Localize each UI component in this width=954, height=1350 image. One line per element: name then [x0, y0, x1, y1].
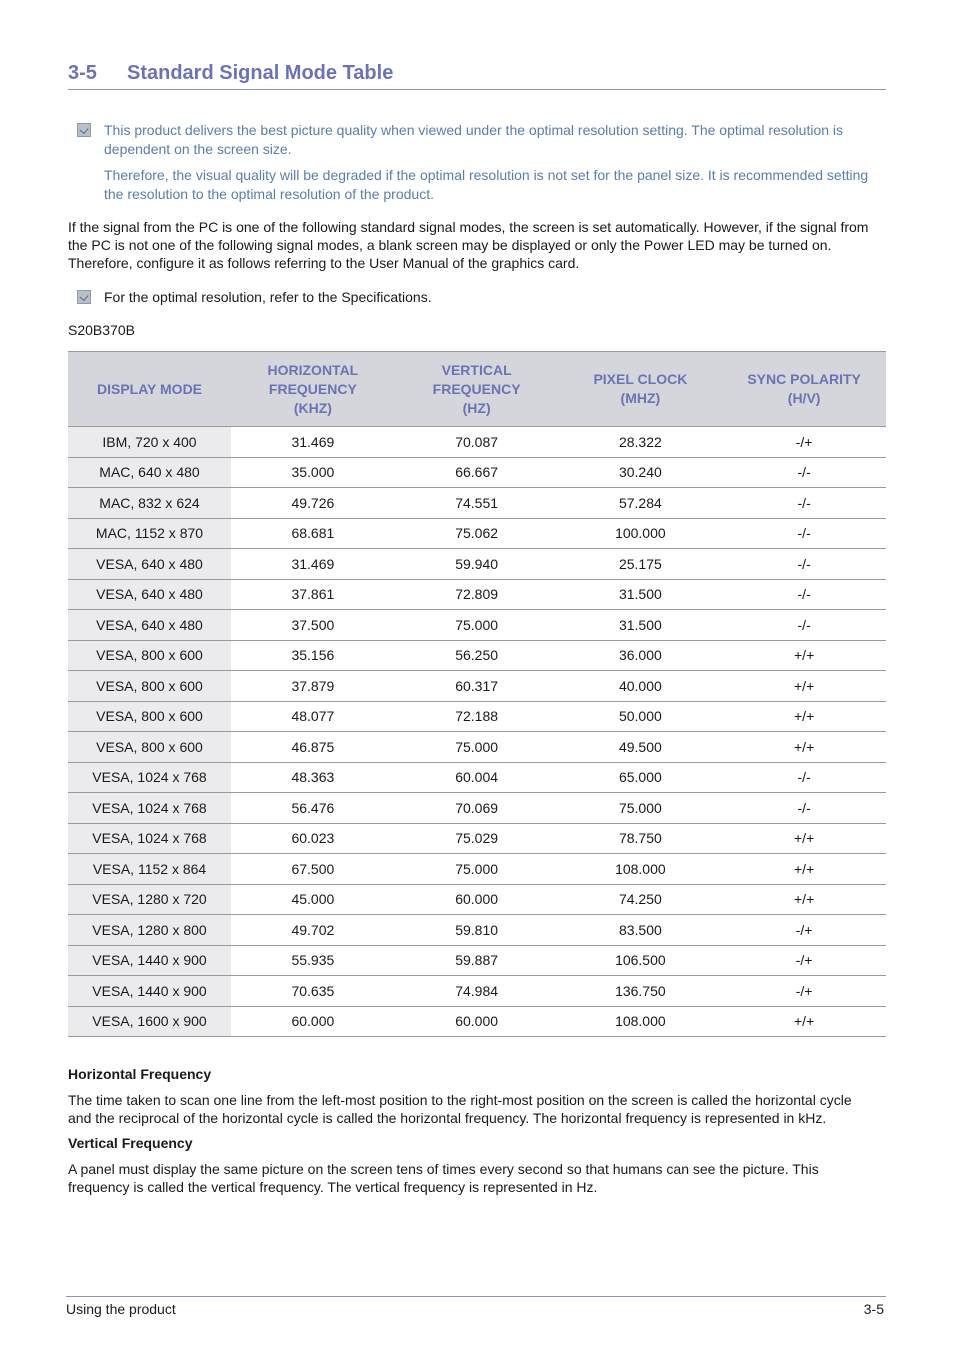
table-cell: 49.702	[231, 915, 395, 946]
paragraph-line: The time taken to scan one line from the left-most position to the right-most position on the screen is called the horizontal cycle	[68, 1092, 852, 1108]
table-cell: 50.000	[559, 701, 723, 732]
table-cell: VESA, 1024 x 768	[68, 793, 231, 824]
table-cell: 100.000	[559, 518, 723, 549]
table-cell: 78.750	[559, 823, 723, 854]
table-cell: 30.240	[559, 457, 723, 488]
vertical-frequency-title: Vertical Frequency	[68, 1135, 193, 1151]
table-cell: 108.000	[559, 854, 723, 885]
table-cell: 75.029	[395, 823, 559, 854]
table-cell: 74.551	[395, 488, 559, 519]
table-cell: 55.935	[231, 945, 395, 976]
model-label: S20B370B	[68, 322, 135, 338]
table-cell: +/+	[722, 640, 886, 671]
table-cell: 37.879	[231, 671, 395, 702]
table-cell: MAC, 1152 x 870	[68, 518, 231, 549]
header-pixel-clock: PIXEL CLOCK (MHZ)	[559, 352, 723, 427]
table-cell: -/-	[722, 610, 886, 641]
table-row	[68, 945, 886, 976]
table-cell: 35.000	[231, 457, 395, 488]
table-cell: 66.667	[395, 457, 559, 488]
table-cell: 108.000	[559, 1006, 723, 1037]
paragraph-line: frequency is called the vertical frequency. The vertical frequency is represented in Hz.	[68, 1179, 598, 1195]
note-icon	[77, 123, 91, 137]
table-cell: 45.000	[231, 884, 395, 915]
table-cell: 28.322	[559, 427, 723, 458]
table-row	[68, 976, 886, 1007]
note-icon	[77, 290, 91, 304]
table-cell: 60.000	[395, 884, 559, 915]
table-header-row	[68, 352, 886, 427]
table-cell: -/-	[722, 518, 886, 549]
table-cell: VESA, 1024 x 768	[68, 823, 231, 854]
table-cell: 40.000	[559, 671, 723, 702]
table-cell: VESA, 800 x 600	[68, 640, 231, 671]
horizontal-frequency-text	[68, 1091, 888, 1127]
header-sync-polarity: SYNC POLARITY (H/V)	[722, 352, 886, 427]
table-cell: MAC, 832 x 624	[68, 488, 231, 519]
table-cell: 59.940	[395, 549, 559, 580]
table-row	[68, 457, 886, 488]
table-cell: -/+	[722, 915, 886, 946]
table-cell: 46.875	[231, 732, 395, 763]
table-row	[68, 854, 886, 885]
table-cell: VESA, 800 x 600	[68, 732, 231, 763]
table-cell: 25.175	[559, 549, 723, 580]
table-row	[68, 884, 886, 915]
table-cell: 36.000	[559, 640, 723, 671]
table-cell: 72.809	[395, 579, 559, 610]
table-cell: 70.069	[395, 793, 559, 824]
table-cell: -/+	[722, 945, 886, 976]
table-cell: 48.077	[231, 701, 395, 732]
table-row	[68, 1006, 886, 1037]
table-cell: +/+	[722, 701, 886, 732]
table-cell: 60.023	[231, 823, 395, 854]
note-line: This product delivers the best picture quality when viewed under the optimal resolution setting. The optimal resolution is	[104, 122, 844, 138]
table-cell: -/-	[722, 488, 886, 519]
table-cell: 65.000	[559, 762, 723, 793]
note-line: the resolution to the optimal resolution of the product.	[104, 186, 434, 202]
table-cell: -/-	[722, 457, 886, 488]
table-row	[68, 762, 886, 793]
note-line: dependent on the screen size.	[104, 141, 292, 157]
table-row	[68, 701, 886, 732]
vertical-frequency-text	[68, 1160, 888, 1196]
table-cell: VESA, 640 x 480	[68, 610, 231, 641]
table-row	[68, 671, 886, 702]
table-cell: -/-	[722, 579, 886, 610]
table-cell: +/+	[722, 671, 886, 702]
section-title: Standard Signal Mode Table	[127, 62, 394, 84]
table-cell: 74.250	[559, 884, 723, 915]
table-cell: 83.500	[559, 915, 723, 946]
table-cell: 67.500	[231, 854, 395, 885]
table-cell: 31.469	[231, 427, 395, 458]
table-cell: VESA, 1280 x 800	[68, 915, 231, 946]
table-cell: 75.000	[395, 610, 559, 641]
header-vertical-frequency: VERTICAL FREQUENCY (HZ)	[395, 352, 559, 427]
table-body	[68, 427, 886, 1037]
table-cell: VESA, 1440 x 900	[68, 945, 231, 976]
table-cell: +/+	[722, 854, 886, 885]
table-cell: -/+	[722, 976, 886, 1007]
table-cell: 56.250	[395, 640, 559, 671]
table-cell: +/+	[722, 884, 886, 915]
table-cell: 106.500	[559, 945, 723, 976]
table-cell: +/+	[722, 732, 886, 763]
table-cell: 31.500	[559, 610, 723, 641]
table-cell: 59.810	[395, 915, 559, 946]
paragraph-line: and the reciprocal of the horizontal cycle is called the horizontal frequency. The horizontal frequency is represented in kHz.	[68, 1110, 827, 1126]
table-cell: VESA, 800 x 600	[68, 701, 231, 732]
table-cell: 70.635	[231, 976, 395, 1007]
table-cell: VESA, 1024 x 768	[68, 762, 231, 793]
header-horizontal-frequency: HORIZONTAL FREQUENCY (KHZ)	[231, 352, 395, 427]
table-row	[68, 915, 886, 946]
footer-chapter: Using the product	[66, 1301, 176, 1317]
table-row	[68, 488, 886, 519]
table-cell: 31.500	[559, 579, 723, 610]
table-cell: 57.284	[559, 488, 723, 519]
note-line: Therefore, the visual quality will be degraded if the optimal resolution is not set for the panel size. It is recommended setting	[104, 167, 869, 183]
signal-mode-table	[68, 351, 886, 1037]
footer-page-number: 3-5	[863, 1301, 884, 1317]
table-cell: 60.004	[395, 762, 559, 793]
table-cell: +/+	[722, 823, 886, 854]
intro-line: the PC is not one of the following signal modes, a blank screen may be displayed or only the Power LED may be turned on.	[68, 237, 832, 253]
header-display-mode: DISPLAY MODE	[68, 352, 231, 427]
table-cell: 75.062	[395, 518, 559, 549]
section-number: 3-5	[68, 62, 97, 84]
table-cell: +/+	[722, 1006, 886, 1037]
table-cell: 49.500	[559, 732, 723, 763]
section-heading	[68, 62, 886, 90]
table-cell: VESA, 800 x 600	[68, 671, 231, 702]
table-row	[68, 549, 886, 580]
table-row	[68, 640, 886, 671]
table-cell: 31.469	[231, 549, 395, 580]
table-cell: IBM, 720 x 400	[68, 427, 231, 458]
table-cell: 75.000	[395, 854, 559, 885]
table-cell: 136.750	[559, 976, 723, 1007]
horizontal-frequency-title: Horizontal Frequency	[68, 1066, 212, 1082]
table-cell: 59.887	[395, 945, 559, 976]
table-cell: 70.087	[395, 427, 559, 458]
paragraph-line: A panel must display the same picture on the screen tens of times every second so that humans can see the picture. This	[68, 1161, 819, 1177]
table-cell: VESA, 1600 x 900	[68, 1006, 231, 1037]
table-row	[68, 823, 886, 854]
table-cell: VESA, 1280 x 720	[68, 884, 231, 915]
table-cell: 75.000	[395, 732, 559, 763]
table-cell: 49.726	[231, 488, 395, 519]
table-cell: 37.500	[231, 610, 395, 641]
table-cell: -/-	[722, 793, 886, 824]
table-cell: MAC, 640 x 480	[68, 457, 231, 488]
table-cell: VESA, 1152 x 864	[68, 854, 231, 885]
table-row	[68, 518, 886, 549]
table-cell: 56.476	[231, 793, 395, 824]
intro-line: Therefore, configure it as follows referring to the User Manual of the graphics card.	[68, 255, 580, 271]
footer-divider	[66, 1296, 886, 1297]
table-row	[68, 732, 886, 763]
note-line: For the optimal resolution, refer to the Specifications.	[104, 289, 432, 305]
table-cell: 60.000	[231, 1006, 395, 1037]
table-cell: 75.000	[559, 793, 723, 824]
table-cell: 74.984	[395, 976, 559, 1007]
table-row	[68, 793, 886, 824]
table-cell: VESA, 640 x 480	[68, 579, 231, 610]
intro-line: If the signal from the PC is one of the following standard signal modes, the screen is set automatically. However, if the signal from	[68, 219, 869, 235]
table-row	[68, 610, 886, 641]
table-row	[68, 579, 886, 610]
table-cell: -/-	[722, 762, 886, 793]
table-cell: 68.681	[231, 518, 395, 549]
table-cell: -/-	[722, 549, 886, 580]
table-cell: 72.188	[395, 701, 559, 732]
table-cell: VESA, 640 x 480	[68, 549, 231, 580]
table-cell: 60.000	[395, 1006, 559, 1037]
table-cell: -/+	[722, 427, 886, 458]
intro-paragraph	[68, 218, 888, 272]
table-cell: 37.861	[231, 579, 395, 610]
table-row	[68, 427, 886, 458]
table-cell: VESA, 1440 x 900	[68, 976, 231, 1007]
table-cell: 48.363	[231, 762, 395, 793]
table-cell: 35.156	[231, 640, 395, 671]
table-cell: 60.317	[395, 671, 559, 702]
